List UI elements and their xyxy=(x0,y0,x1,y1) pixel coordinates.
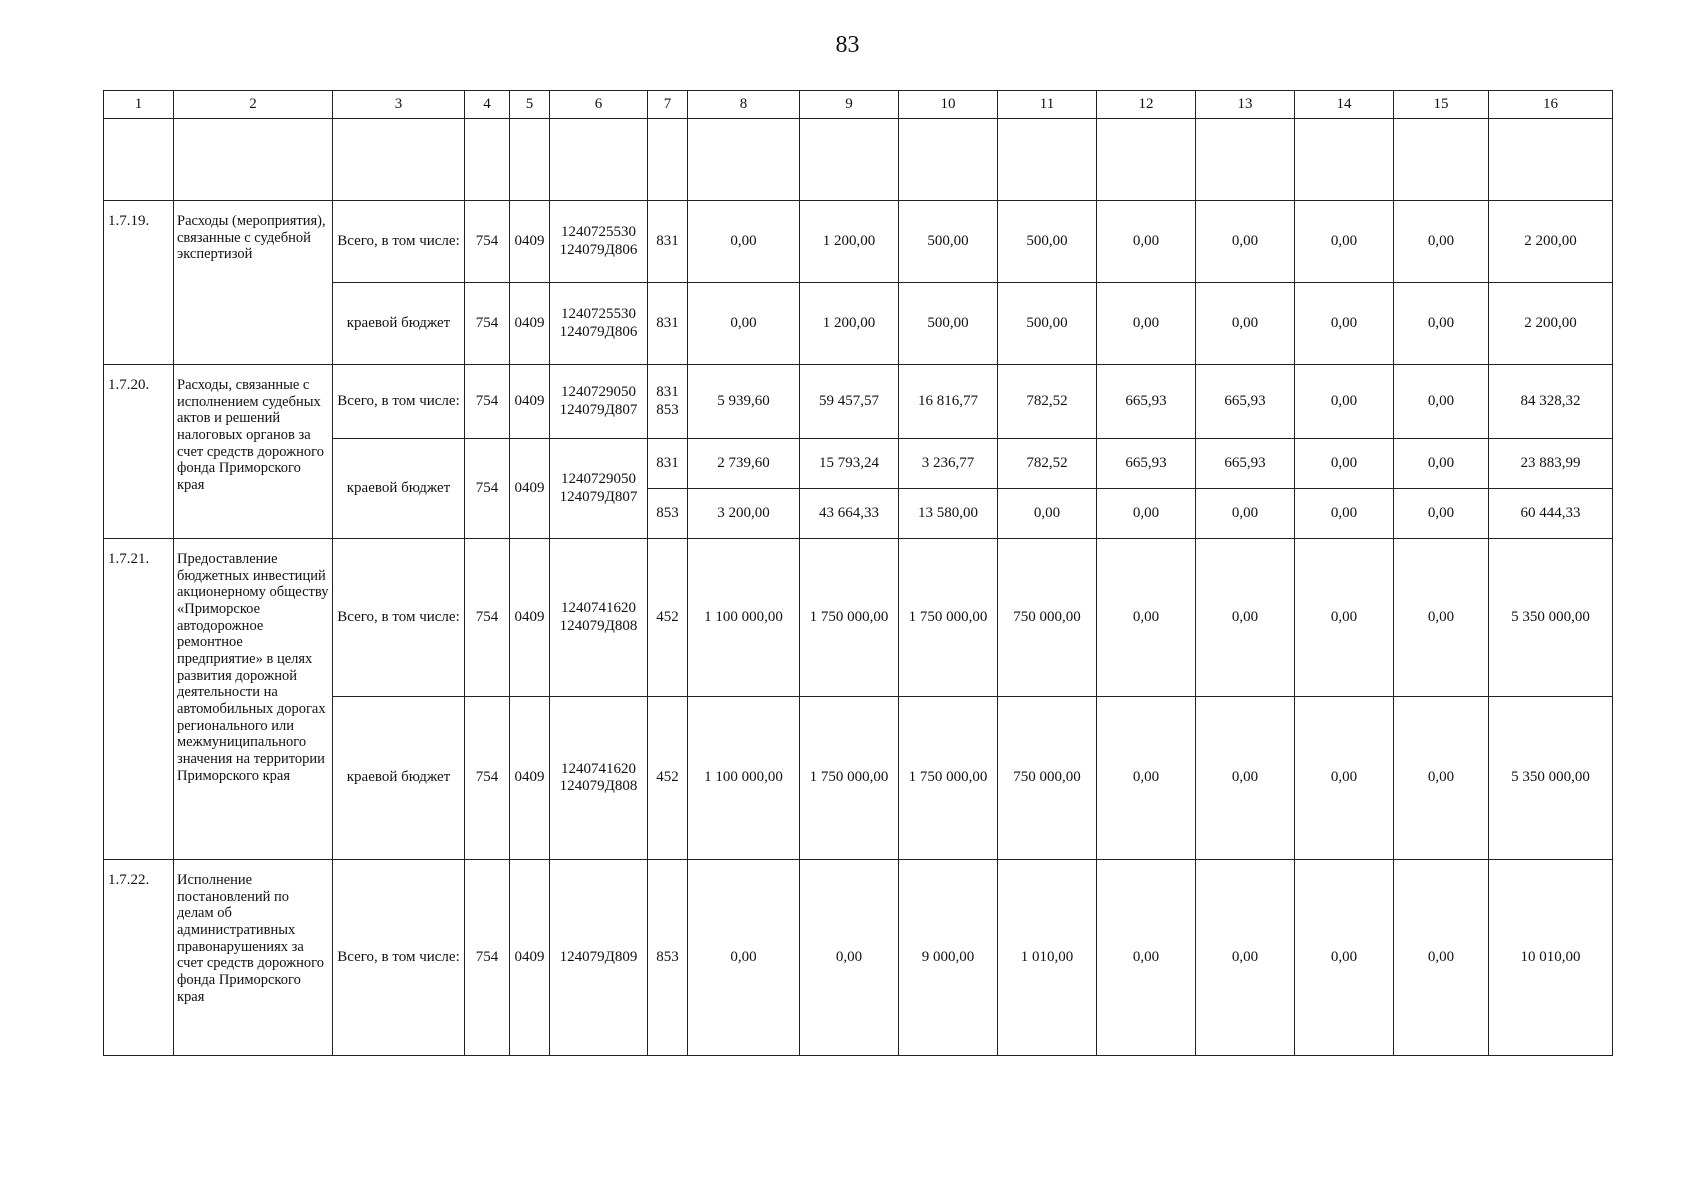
grbs-code: 754 xyxy=(465,201,510,283)
value-cell: 1 100 000,00 xyxy=(688,697,800,860)
value-cell: 0,00 xyxy=(1196,860,1295,1056)
value-cell: 0,00 xyxy=(1196,201,1295,283)
total-cell: 5 350 000,00 xyxy=(1489,539,1613,697)
value-cell: 2 739,60 xyxy=(688,439,800,489)
grbs-code: 754 xyxy=(465,860,510,1056)
total-cell: 2 200,00 xyxy=(1489,201,1613,283)
funding-source: Всего, в том числе: xyxy=(333,860,465,1056)
total-cell: 23 883,99 xyxy=(1489,439,1613,489)
expense-type-code: 831 853 xyxy=(648,365,688,439)
value-cell: 782,52 xyxy=(998,439,1097,489)
value-cell: 0,00 xyxy=(1097,697,1196,860)
value-cell: 0,00 xyxy=(800,860,899,1056)
value-cell: 1 200,00 xyxy=(800,283,899,365)
value-cell: 0,00 xyxy=(1295,860,1394,1056)
total-cell: 5 350 000,00 xyxy=(1489,697,1613,860)
item-number: 1.7.22. xyxy=(104,860,174,1056)
value-cell: 0,00 xyxy=(1097,283,1196,365)
item-name: Расходы (мероприятия), связанные с судебной экспертизой xyxy=(174,201,333,365)
target-article-code: 1240729050 124079Д807 xyxy=(550,365,648,439)
funding-source: Всего, в том числе: xyxy=(333,201,465,283)
value-cell: 0,00 xyxy=(1097,201,1196,283)
value-cell: 0,00 xyxy=(1097,860,1196,1056)
table-row xyxy=(104,365,1613,439)
target-article-code: 1240725530 124079Д806 xyxy=(550,201,648,283)
item-number: 1.7.20. xyxy=(104,365,174,539)
value-cell: 0,00 xyxy=(1295,439,1394,489)
value-cell: 9 000,00 xyxy=(899,860,998,1056)
expense-type-code: 831 xyxy=(648,201,688,283)
column-header: 1 xyxy=(104,91,174,119)
value-cell: 0,00 xyxy=(1394,283,1489,365)
value-cell: 0,00 xyxy=(1196,697,1295,860)
column-header: 2 xyxy=(174,91,333,119)
value-cell: 0,00 xyxy=(1295,283,1394,365)
value-cell: 0,00 xyxy=(1295,365,1394,439)
expense-type-code: 853 xyxy=(648,489,688,539)
value-cell: 665,93 xyxy=(1196,439,1295,489)
value-cell: 500,00 xyxy=(899,201,998,283)
total-cell: 84 328,32 xyxy=(1489,365,1613,439)
value-cell: 43 664,33 xyxy=(800,489,899,539)
grbs-code: 754 xyxy=(465,697,510,860)
value-cell: 0,00 xyxy=(1394,201,1489,283)
table-row xyxy=(104,201,1613,283)
value-cell: 0,00 xyxy=(1394,365,1489,439)
funding-source: краевой бюджет xyxy=(333,283,465,365)
value-cell: 0,00 xyxy=(1097,489,1196,539)
item-name: Исполнение постановлений по делам об административных правонарушениях за счет средств дорожного фонда Приморского края xyxy=(174,860,333,1056)
value-cell: 1 750 000,00 xyxy=(899,539,998,697)
column-header: 8 xyxy=(688,91,800,119)
value-cell: 1 750 000,00 xyxy=(899,697,998,860)
value-cell: 0,00 xyxy=(1394,539,1489,697)
value-cell: 500,00 xyxy=(998,201,1097,283)
section-code: 0409 xyxy=(510,283,550,365)
total-cell: 60 444,33 xyxy=(1489,489,1613,539)
value-cell: 0,00 xyxy=(688,201,800,283)
value-cell: 0,00 xyxy=(1196,539,1295,697)
target-article-code: 1240741620 124079Д808 xyxy=(550,697,648,860)
column-header: 4 xyxy=(465,91,510,119)
grbs-code: 754 xyxy=(465,539,510,697)
column-header: 12 xyxy=(1097,91,1196,119)
value-cell: 1 750 000,00 xyxy=(800,697,899,860)
total-cell: 10 010,00 xyxy=(1489,860,1613,1056)
funding-source: Всего, в том числе: xyxy=(333,365,465,439)
value-cell: 0,00 xyxy=(1196,489,1295,539)
section-code: 0409 xyxy=(510,697,550,860)
value-cell: 0,00 xyxy=(998,489,1097,539)
value-cell: 665,93 xyxy=(1196,365,1295,439)
value-cell: 0,00 xyxy=(1295,489,1394,539)
value-cell: 16 816,77 xyxy=(899,365,998,439)
value-cell: 0,00 xyxy=(1295,201,1394,283)
value-cell: 1 010,00 xyxy=(998,860,1097,1056)
grbs-code: 754 xyxy=(465,439,510,539)
column-header: 3 xyxy=(333,91,465,119)
value-cell: 665,93 xyxy=(1097,439,1196,489)
section-code: 0409 xyxy=(510,201,550,283)
target-article-code: 1240725530 124079Д806 xyxy=(550,283,648,365)
value-cell: 500,00 xyxy=(998,283,1097,365)
column-header: 14 xyxy=(1295,91,1394,119)
expense-type-code: 452 xyxy=(648,697,688,860)
value-cell: 13 580,00 xyxy=(899,489,998,539)
item-number: 1.7.19. xyxy=(104,201,174,365)
value-cell: 3 236,77 xyxy=(899,439,998,489)
value-cell: 5 939,60 xyxy=(688,365,800,439)
grbs-code: 754 xyxy=(465,365,510,439)
value-cell: 0,00 xyxy=(688,283,800,365)
value-cell: 0,00 xyxy=(1097,539,1196,697)
table-row xyxy=(104,539,1613,697)
value-cell: 750 000,00 xyxy=(998,539,1097,697)
page-number: 83 xyxy=(835,32,860,58)
value-cell: 1 750 000,00 xyxy=(800,539,899,697)
target-article-code: 124079Д809 xyxy=(550,860,648,1056)
value-cell: 782,52 xyxy=(998,365,1097,439)
column-header: 7 xyxy=(648,91,688,119)
column-header: 16 xyxy=(1489,91,1613,119)
value-cell: 665,93 xyxy=(1097,365,1196,439)
funding-source: Всего, в том числе: xyxy=(333,539,465,697)
value-cell: 0,00 xyxy=(688,860,800,1056)
value-cell: 500,00 xyxy=(899,283,998,365)
value-cell: 0,00 xyxy=(1394,860,1489,1056)
value-cell: 15 793,24 xyxy=(800,439,899,489)
funding-source: краевой бюджет xyxy=(333,439,465,539)
column-header: 6 xyxy=(550,91,648,119)
column-header: 11 xyxy=(998,91,1097,119)
table-row xyxy=(104,860,1613,1056)
total-cell: 2 200,00 xyxy=(1489,283,1613,365)
empty-row xyxy=(104,119,1613,201)
value-cell: 0,00 xyxy=(1394,489,1489,539)
section-code: 0409 xyxy=(510,439,550,539)
expense-type-code: 853 xyxy=(648,860,688,1056)
value-cell: 0,00 xyxy=(1295,539,1394,697)
value-cell: 3 200,00 xyxy=(688,489,800,539)
value-cell: 750 000,00 xyxy=(998,697,1097,860)
grbs-code: 754 xyxy=(465,283,510,365)
column-number-row xyxy=(104,91,1613,119)
value-cell: 0,00 xyxy=(1295,697,1394,860)
column-header: 9 xyxy=(800,91,899,119)
section-code: 0409 xyxy=(510,365,550,439)
item-name: Расходы, связанные с исполнением судебных актов и решений налоговых органов за счет средств дорожного фонда Приморского края xyxy=(174,365,333,539)
expense-type-code: 831 xyxy=(648,283,688,365)
expense-type-code: 831 xyxy=(648,439,688,489)
section-code: 0409 xyxy=(510,539,550,697)
target-article-code: 1240741620 124079Д808 xyxy=(550,539,648,697)
item-number: 1.7.21. xyxy=(104,539,174,860)
value-cell: 1 100 000,00 xyxy=(688,539,800,697)
value-cell: 0,00 xyxy=(1394,697,1489,860)
section-code: 0409 xyxy=(510,860,550,1056)
value-cell: 0,00 xyxy=(1196,283,1295,365)
funding-source: краевой бюджет xyxy=(333,697,465,860)
value-cell: 59 457,57 xyxy=(800,365,899,439)
expense-type-code: 452 xyxy=(648,539,688,697)
column-header: 10 xyxy=(899,91,998,119)
budget-table xyxy=(103,90,1613,1056)
target-article-code: 1240729050 124079Д807 xyxy=(550,439,648,539)
column-header: 13 xyxy=(1196,91,1295,119)
column-header: 15 xyxy=(1394,91,1489,119)
value-cell: 0,00 xyxy=(1394,439,1489,489)
value-cell: 1 200,00 xyxy=(800,201,899,283)
item-name: Предоставление бюджетных инвестиций акционерному обществу «Приморское автодорожное ремонтное предприятие» в целях развития дорожной деятельности на автомобильных дорогах регионального или межмуниципального значения на территории Приморского края xyxy=(174,539,333,860)
column-header: 5 xyxy=(510,91,550,119)
